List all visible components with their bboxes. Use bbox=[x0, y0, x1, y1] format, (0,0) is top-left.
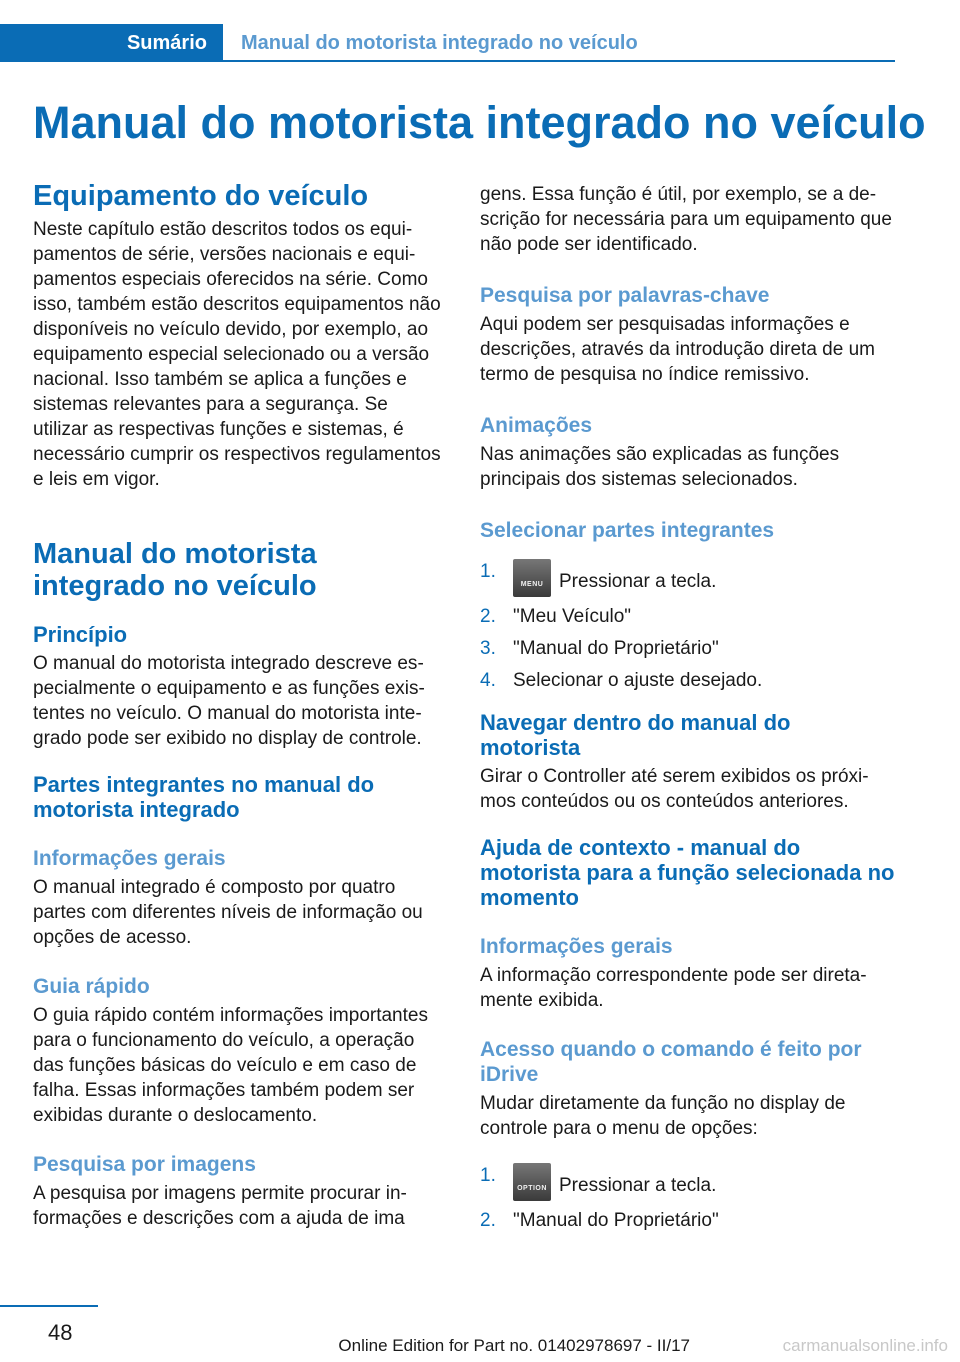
paragraph-quick-guide: O guia rápido contém informações importantes para o funcionamento do veículo, a operação das funções básicas do veículo e em caso de falha. Essas informações também podem ser exibidas durante o deslocamento. bbox=[33, 1005, 428, 1126]
step-number: 1. bbox=[480, 561, 496, 582]
heading-quick-guide: Guia rápido bbox=[33, 975, 150, 998]
heading-general-info: Informações gerais bbox=[33, 847, 226, 870]
list-item bbox=[480, 604, 895, 629]
paragraph-image-search-continued: gens. Essa função é útil, por exemplo, se a descrição for necessária para um equipamento que não pode ser identificado. bbox=[480, 184, 892, 255]
paragraph-general-info: O manual integrado é composto por quatro partes com diferentes níveis de informação ou opções de acesso. bbox=[33, 877, 423, 948]
step-number: 1. bbox=[480, 1165, 496, 1186]
option-key-label: OPTION bbox=[517, 1185, 547, 1192]
heading-idrive-access: Acesso quando o comando é feito por iDrive bbox=[480, 1038, 862, 1086]
list-item bbox=[480, 1208, 895, 1233]
heading-context-help: Ajuda de contexto - manual do motorista para a função selecionada no momento bbox=[480, 835, 895, 910]
heading-general-info-2: Informações gerais bbox=[480, 935, 673, 958]
paragraph-animations: Nas animações são explicadas as funções principais dos sistemas selecionados. bbox=[480, 444, 840, 490]
list-item bbox=[480, 636, 895, 661]
paragraph-general-info-2: A informação correspondente pode ser diretamente exibida. bbox=[480, 965, 867, 1011]
right-column bbox=[480, 182, 895, 1240]
page-number: 48 bbox=[48, 1320, 73, 1345]
list-item bbox=[480, 668, 895, 693]
heading-equipment: Equipamento do veículo bbox=[33, 180, 369, 212]
header-divider bbox=[223, 60, 895, 62]
list-item bbox=[480, 559, 895, 597]
tab-summary[interactable]: Sumário bbox=[0, 24, 223, 62]
paragraph-principle: O manual do motorista integrado descreve especialmente o equipamento e as funções existentes no veículo. O manual do motorista integrado pode ser exibido no display de controle. bbox=[33, 653, 425, 749]
step-number: 2. bbox=[480, 1210, 496, 1231]
heading-select-components: Selecionar partes integrantes bbox=[480, 519, 775, 542]
step-text: Selecionar o ajuste desejado. bbox=[513, 670, 763, 691]
footer-divider bbox=[0, 1305, 98, 1307]
step-number: 3. bbox=[480, 638, 496, 659]
step-text: "Manual do Proprietário" bbox=[513, 638, 719, 659]
menu-key-icon bbox=[513, 559, 551, 597]
step-text: "Meu Veículo" bbox=[513, 606, 632, 627]
paragraph-navigate-manual: Girar o Controller até serem exibidos os próximos conteúdos ou os conteúdos anteriores. bbox=[480, 766, 869, 812]
paragraph-keyword-search: Aqui podem ser pesquisadas informações e descrições, através da introdução direta de um termo de pesquisa no índice remissivo. bbox=[480, 314, 875, 385]
top-navigation-bar bbox=[0, 24, 960, 62]
step-text: Pressionar a tecla. bbox=[559, 571, 717, 592]
paragraph-idrive-access: Mudar diretamente da função no display de controle para o menu de opções: bbox=[480, 1093, 846, 1139]
edition-note: Online Edition for Part no. 01402978697 - II/17 bbox=[338, 1336, 690, 1355]
heading-principle: Princípio bbox=[33, 622, 128, 647]
heading-image-search: Pesquisa por imagens bbox=[33, 1153, 256, 1176]
steps-select-components bbox=[480, 559, 895, 693]
heading-navigate-manual: Navegar dentro do manual do motorista bbox=[480, 710, 791, 760]
breadcrumb-section[interactable]: Manual do motorista integrado no veículo bbox=[241, 32, 638, 54]
paragraph-equipment: Neste capítulo estão descritos todos os equipamentos de série, versões nacionais e equipamentos especiais oferecidos na série. Como isso, também estão descritos equipamentos não disponíveis no veículo devido, por exemplo, ao equipamento especial selecionado ou a versão nacional. Isso também se aplica a funções e sistemas relevantes para a segurança. Se utilizar as respectivas funções e sistemas, é necessário cumprir os respectivos regulamentos e leis em vigor. bbox=[33, 219, 441, 490]
step-text: Pressionar a tecla. bbox=[559, 1175, 717, 1196]
page-title: Manual do motorista integrado no veículo bbox=[33, 97, 926, 148]
paragraph-image-search: A pesquisa por imagens permite procurar informações e descrições com a ajuda de ima bbox=[33, 1183, 407, 1229]
heading-components: Partes integrantes no manual do motorista integrado bbox=[33, 772, 375, 822]
menu-key-label: MENU bbox=[520, 581, 544, 588]
watermark: carmanualsonline.info bbox=[782, 1336, 948, 1355]
option-key-icon bbox=[513, 1163, 551, 1201]
list-item bbox=[480, 1163, 895, 1201]
step-number: 2. bbox=[480, 606, 496, 627]
step-number: 4. bbox=[480, 670, 496, 691]
step-text: "Manual do Proprietário" bbox=[513, 1210, 719, 1231]
left-column bbox=[33, 180, 448, 1231]
steps-idrive-access bbox=[480, 1163, 895, 1233]
heading-integrated-manual: Manual do motorista integrado no veículo bbox=[33, 538, 317, 602]
heading-keyword-search: Pesquisa por palavras-chave bbox=[480, 284, 770, 307]
heading-animations: Animações bbox=[480, 414, 593, 437]
